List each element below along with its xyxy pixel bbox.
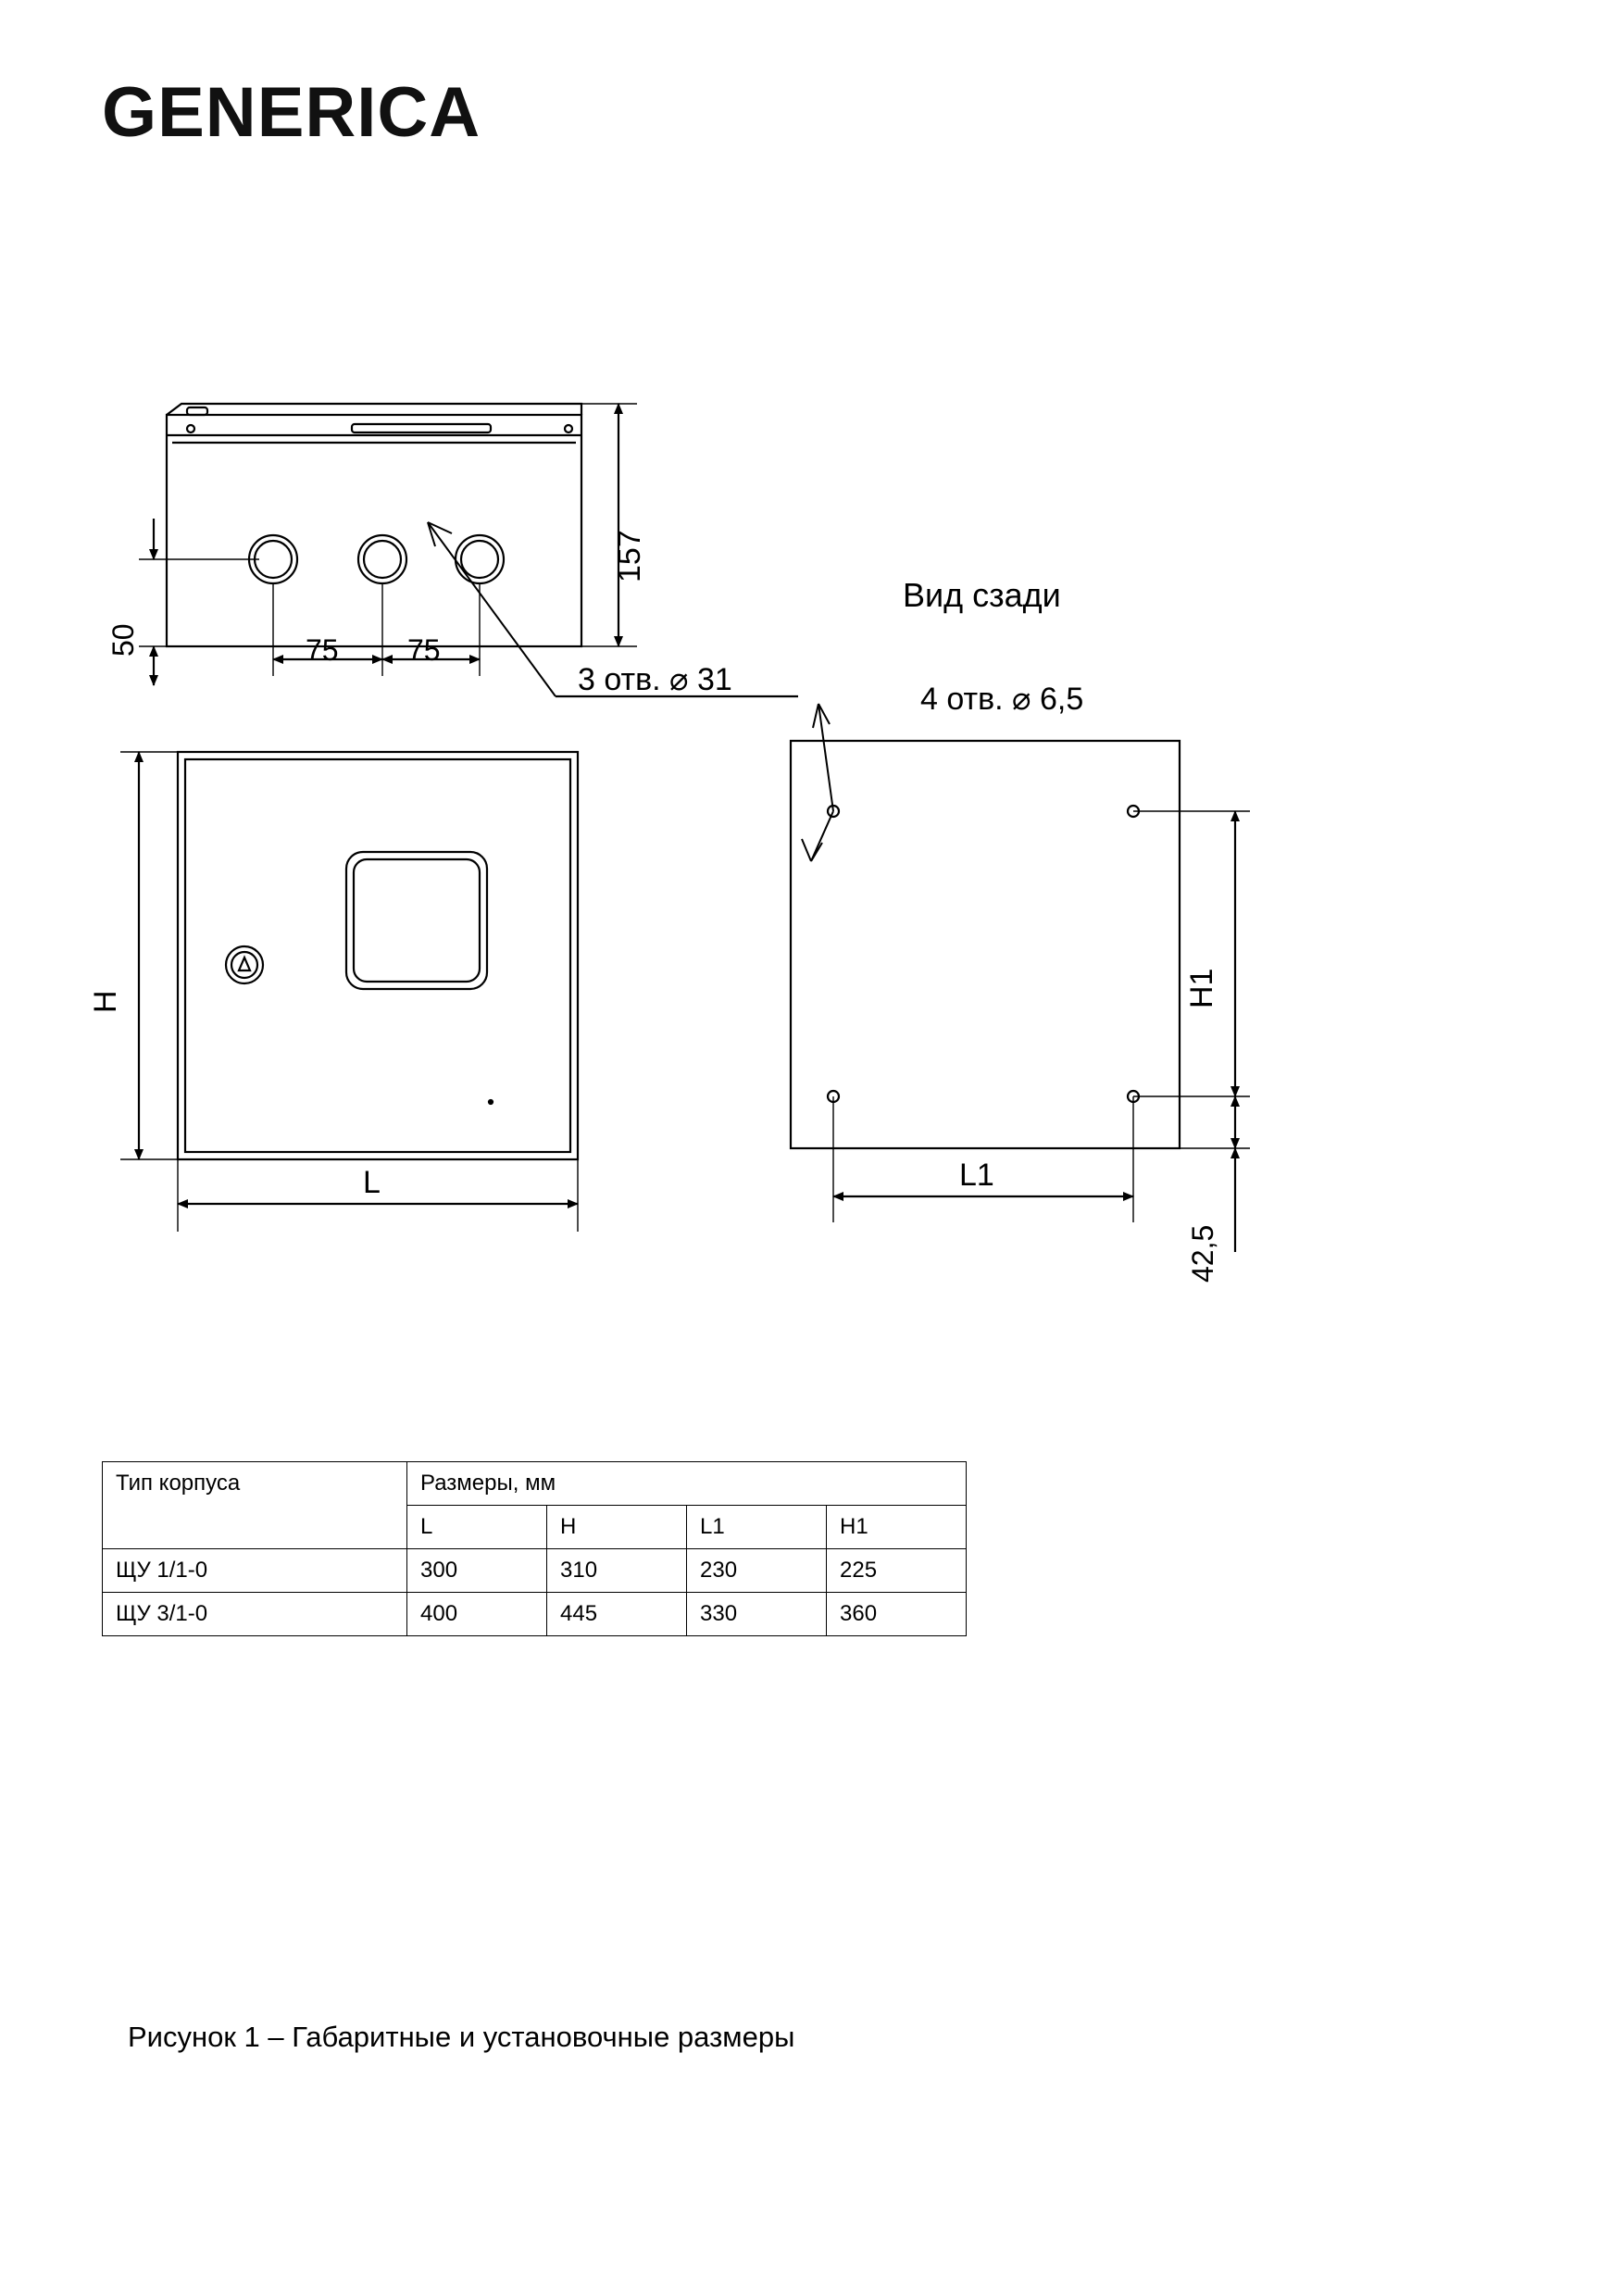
rear-view-width-label: L1 [959, 1158, 994, 1193]
row-H: 445 [547, 1593, 687, 1636]
table-row [103, 1593, 967, 1636]
dimensions-table [102, 1461, 967, 1636]
table-header-row-1 [103, 1462, 967, 1506]
rear-view-title: Вид сзади [903, 576, 1061, 614]
row-L: 400 [407, 1593, 547, 1636]
row-H: 310 [547, 1549, 687, 1593]
top-view-offset-dimension: 50 [106, 623, 140, 657]
table-header-dims: Размеры, мм [407, 1462, 967, 1506]
brand-logo: GENERICA [102, 73, 481, 152]
rear-view-height-label: H1 [1184, 968, 1219, 1008]
table-header-type: Тип корпуса [103, 1462, 407, 1506]
top-view-spacing-dimension-1: 75 [306, 633, 339, 667]
row-L1: 330 [687, 1593, 827, 1636]
top-view-holes-note: 3 отв. ⌀ 31 [578, 662, 732, 697]
rear-view-holes-note: 4 отв. ⌀ 6,5 [920, 682, 1084, 717]
row-H1: 360 [827, 1593, 967, 1636]
table-column-H1: H1 [827, 1506, 967, 1549]
top-view-spacing-dimension-2: 75 [407, 633, 441, 667]
table-header-type-spacer [103, 1506, 407, 1549]
row-L: 300 [407, 1549, 547, 1593]
figure-caption: Рисунок 1 – Габаритные и установочные размеры [128, 2021, 795, 2053]
front-view-height-label: H [88, 990, 123, 1013]
table-column-L: L [407, 1506, 547, 1549]
top-view-height-dimension: 157 [612, 530, 647, 582]
row-L1: 230 [687, 1549, 827, 1593]
table-header-row-2 [103, 1506, 967, 1549]
row-type: ЩУ 1/1-0 [103, 1549, 407, 1593]
table-column-L1: L1 [687, 1506, 827, 1549]
table-row [103, 1549, 967, 1593]
row-H1: 225 [827, 1549, 967, 1593]
row-type: ЩУ 3/1-0 [103, 1593, 407, 1636]
front-view-width-label: L [363, 1165, 381, 1200]
rear-view-bottom-offset-label: 42,5 [1186, 1224, 1219, 1283]
table-column-H: H [547, 1506, 687, 1549]
